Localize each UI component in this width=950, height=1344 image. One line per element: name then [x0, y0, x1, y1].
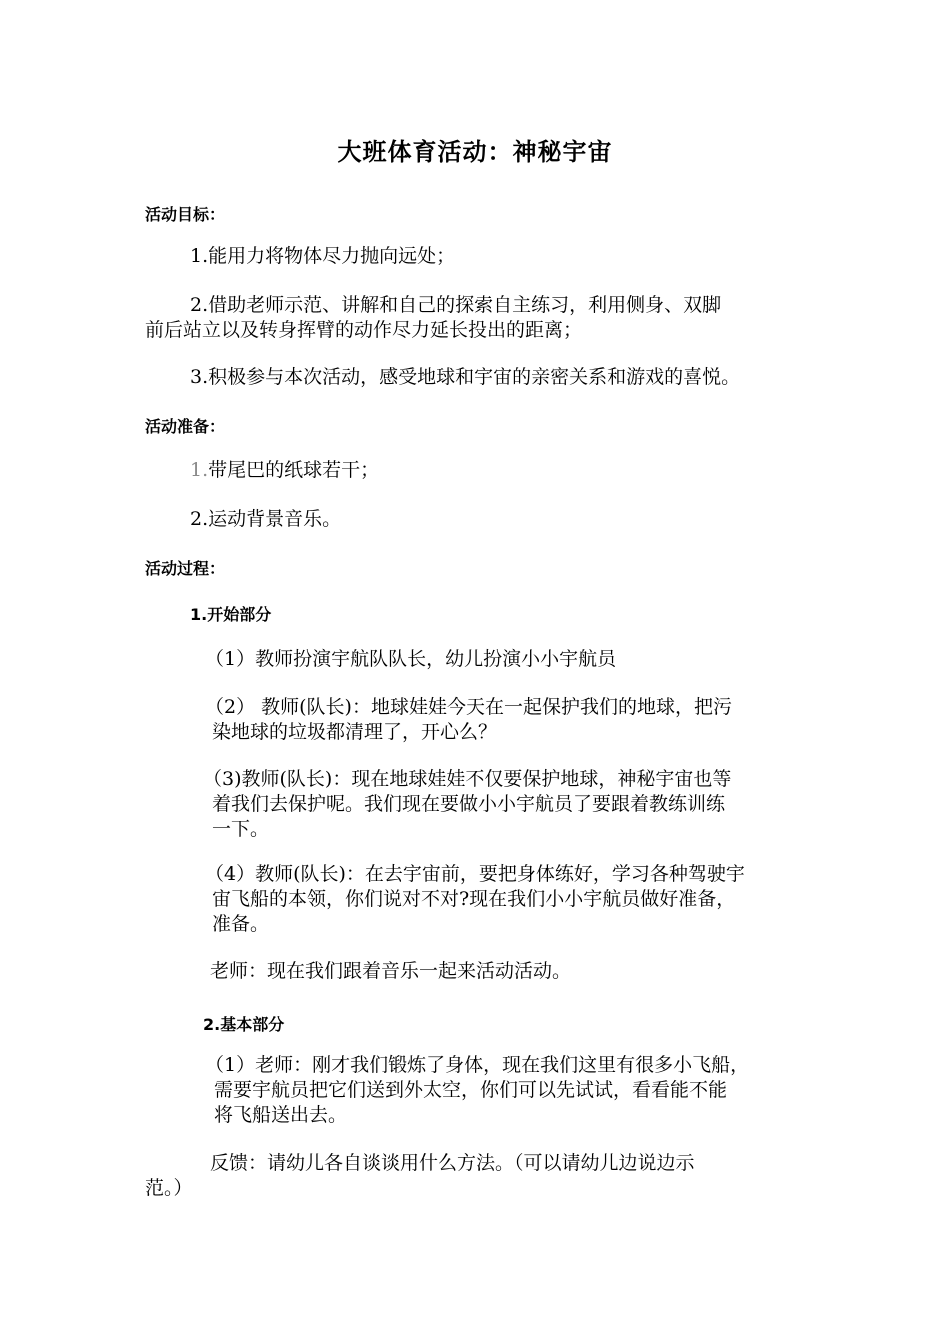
prep-item-1-text: 带尾巴的纸球若干； [208, 459, 380, 481]
prep-item-2: 2.运动背景音乐。 [190, 508, 342, 530]
process-step-3: （3)教师(队长)：现在地球娃娃不仅要保护地球，神秘宇宙也等 [203, 768, 732, 790]
process-step-2: （2） 教师(队长)：地球娃娃今天在一起保护我们的地球，把污 [205, 696, 732, 718]
goal-item-1: 1.能用力将物体尽力抛向远处； [190, 245, 456, 267]
goal-item-2: 2.借助老师示范、讲解和自己的探索自主练习，利用侧身、双脚 [190, 294, 722, 316]
process-step-3-cont-1: 着我们去保护呢。我们现在要做小小宇航员了要跟着教练训练 [212, 793, 726, 815]
process-part1-title: 1.开始部分 [190, 605, 272, 624]
process-step-1: （1）教师扮演宇航队队长，幼儿扮演小小宇航员 [205, 648, 617, 670]
process-teacher-line: 老师：现在我们跟着音乐一起来活动活动。 [210, 960, 572, 982]
prep-item-1-number: 1. [190, 459, 209, 481]
section-heading-goals: 活动目标： [145, 205, 226, 224]
section-heading-prep: 活动准备： [145, 417, 226, 436]
basic-step-1-cont-2: 将飞船送出去。 [214, 1104, 348, 1126]
process-step-4-cont-1: 宙飞船的本领，你们说对不对?现在我们小小宇航员做好准备， [212, 888, 736, 910]
section-heading-process: 活动过程： [145, 559, 226, 578]
basic-step-1-cont-1: 需要宇航员把它们送到外太空，你们可以先试试，看看能不能 [214, 1079, 728, 1101]
process-step-4: （4）教师(队长)：在去宇宙前，要把身体练好，学习各种驾驶宇 [205, 863, 745, 885]
feedback-line-cont: 范。） [145, 1177, 193, 1199]
process-step-2-cont: 染地球的垃圾都清理了，开心么？ [212, 721, 498, 743]
feedback-line: 反馈：请幼儿各自谈谈用什么方法。（可以请幼儿边说边示 [210, 1152, 695, 1174]
process-step-4-cont-2: 准备。 [212, 913, 270, 935]
basic-step-1: （1）老师：刚才我们锻炼了身体，现在我们这里有很多小飞船， [205, 1054, 750, 1076]
process-part2-title: 2.基本部分 [203, 1015, 285, 1034]
goal-item-2-cont: 前后站立以及转身挥臂的动作尽力延长投出的距离； [145, 319, 583, 341]
page-title: 大班体育活动：神秘宇宙 [337, 138, 613, 166]
process-step-3-cont-2: 一下。 [212, 818, 270, 840]
prep-item-1 [190, 458, 379, 483]
goal-item-3: 3.积极参与本次活动，感受地球和宇宙的亲密关系和游戏的喜悦。 [190, 366, 741, 388]
